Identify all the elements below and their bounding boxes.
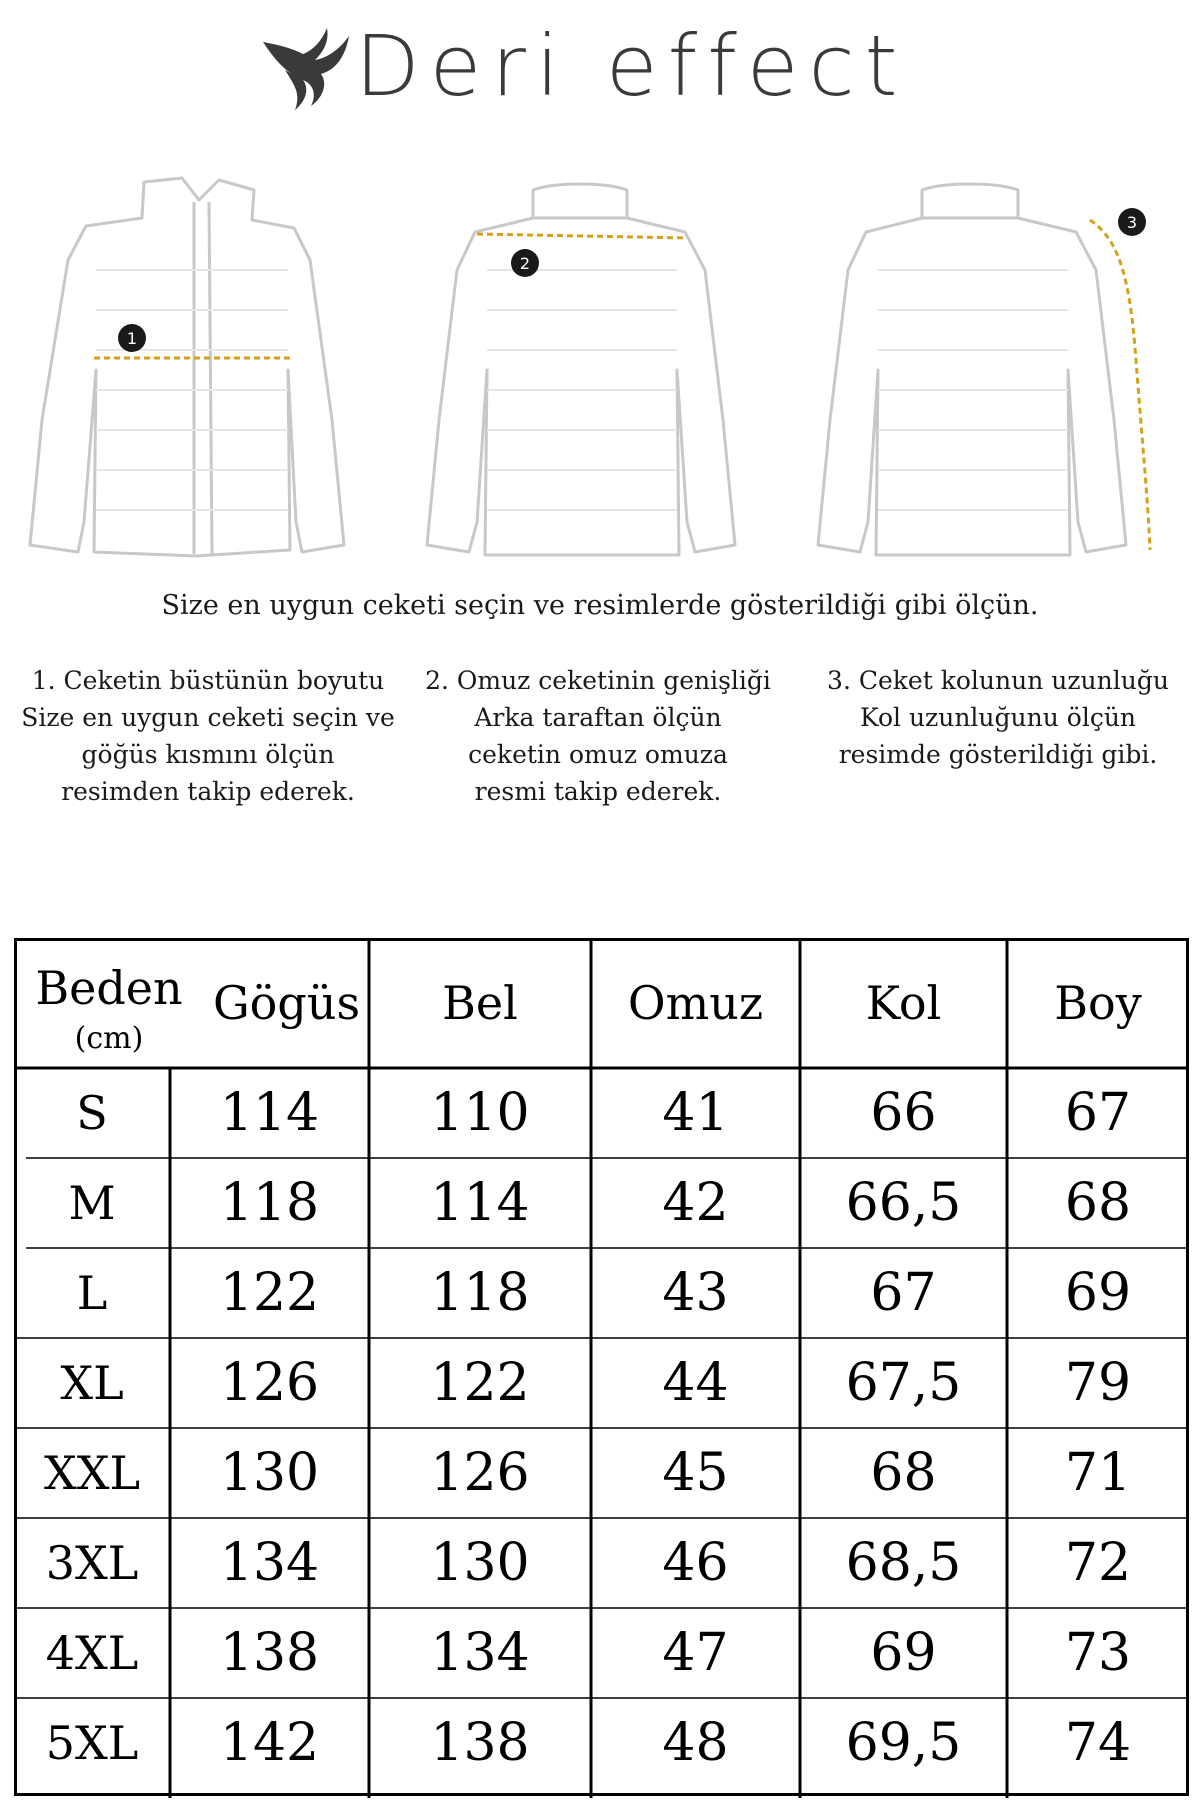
cell-kol: 68 [870, 1443, 937, 1503]
note-line: resmi takip ederek. [474, 777, 722, 806]
header-beden: Beden [35, 961, 183, 1015]
cell-size: S [76, 1086, 108, 1140]
cell-kol: 69,5 [845, 1713, 962, 1773]
cell-gogus: 130 [219, 1443, 320, 1503]
header-gogus: Gögüs [212, 976, 361, 1030]
cell-kol: 69 [870, 1623, 937, 1683]
cell-omuz: 43 [662, 1263, 729, 1323]
cell-size: XL [60, 1356, 124, 1410]
jacket-front-illustration [14, 160, 374, 560]
note-line: Kol uzunluğunu ölçün [859, 703, 1137, 732]
note-chest [18, 662, 398, 810]
cell-omuz: 46 [662, 1533, 729, 1593]
cell-kol: 67,5 [845, 1353, 962, 1413]
marker-1-label: 1 [126, 329, 138, 348]
cell-boy: 72 [1064, 1533, 1132, 1593]
cell-omuz: 48 [662, 1713, 729, 1773]
marker-2-label: 2 [519, 254, 531, 273]
cell-boy: 79 [1064, 1353, 1132, 1413]
note-line: resimde gösterildiği gibi. [838, 740, 1158, 769]
marker-3-label: 3 [1126, 213, 1138, 232]
cell-bel: 118 [430, 1263, 530, 1323]
cell-gogus: 138 [219, 1623, 320, 1683]
cell-boy: 74 [1064, 1713, 1132, 1773]
cell-boy: 73 [1064, 1623, 1132, 1683]
note-sleeve [808, 662, 1188, 773]
cell-omuz: 42 [662, 1173, 729, 1233]
cell-gogus: 126 [219, 1353, 320, 1413]
cell-size: 3XL [45, 1536, 139, 1590]
cell-size: 4XL [45, 1626, 139, 1680]
cell-omuz: 44 [662, 1353, 729, 1413]
size-table [14, 938, 1189, 1798]
note-line: 1. Ceketin büstünün boyutu [31, 666, 385, 695]
cell-size: 5XL [45, 1716, 139, 1770]
cell-bel: 114 [430, 1173, 530, 1233]
header-unit: (cm) [74, 1020, 144, 1056]
note-line: ceketin omuz omuza [468, 740, 728, 769]
note-line: Arka taraftan ölçün [474, 703, 722, 732]
note-line: resimden takip ederek. [61, 777, 355, 806]
header-omuz: Omuz [627, 976, 764, 1030]
cell-bel: 126 [430, 1443, 530, 1503]
cell-size: XXL [43, 1446, 141, 1500]
eagle-icon [255, 20, 355, 120]
note-shoulder [408, 662, 788, 810]
jacket-back-sleeve-illustration [800, 160, 1180, 560]
cell-bel: 138 [430, 1713, 530, 1773]
cell-gogus: 122 [219, 1263, 320, 1323]
cell-bel: 122 [430, 1353, 530, 1413]
cell-omuz: 45 [662, 1443, 729, 1503]
cell-boy: 71 [1064, 1443, 1132, 1503]
header-bel: Bel [442, 976, 518, 1030]
note-line: Size en uygun ceketi seçin ve [21, 703, 395, 732]
note-line: 3. Ceket kolunun uzunluğu [827, 666, 1169, 695]
jacket-back-shoulder-illustration [405, 160, 765, 560]
cell-gogus: 118 [219, 1173, 320, 1233]
brand-logo [255, 17, 955, 120]
brand-name: Deri effect [355, 17, 908, 115]
cell-kol: 68,5 [845, 1533, 962, 1593]
cell-bel: 110 [430, 1083, 530, 1143]
cell-gogus: 142 [219, 1713, 320, 1773]
note-line: göğüs kısmını ölçün [81, 740, 335, 769]
cell-kol: 66,5 [845, 1173, 962, 1233]
cell-size: L [76, 1266, 108, 1320]
cell-boy: 69 [1064, 1263, 1132, 1323]
cell-omuz: 47 [662, 1623, 729, 1683]
cell-size: M [68, 1176, 116, 1230]
header-boy: Boy [1054, 976, 1142, 1030]
cell-gogus: 114 [219, 1083, 320, 1143]
cell-gogus: 134 [219, 1533, 320, 1593]
note-line: 2. Omuz ceketinin genişliği [425, 666, 771, 695]
header-kol: Kol [865, 976, 942, 1030]
cell-bel: 130 [430, 1533, 530, 1593]
cell-omuz: 41 [662, 1083, 729, 1143]
sleeve-measure-line [1090, 220, 1150, 550]
shoulder-measure-line [477, 234, 687, 238]
cell-bel: 134 [430, 1623, 530, 1683]
cell-boy: 67 [1064, 1083, 1132, 1143]
cell-kol: 66 [870, 1083, 937, 1143]
cell-kol: 67 [870, 1263, 937, 1323]
measure-instruction: Size en uygun ceketi seçin ve resimlerde gösterildiği gibi ölçün. [161, 590, 1039, 621]
cell-boy: 68 [1064, 1173, 1132, 1233]
